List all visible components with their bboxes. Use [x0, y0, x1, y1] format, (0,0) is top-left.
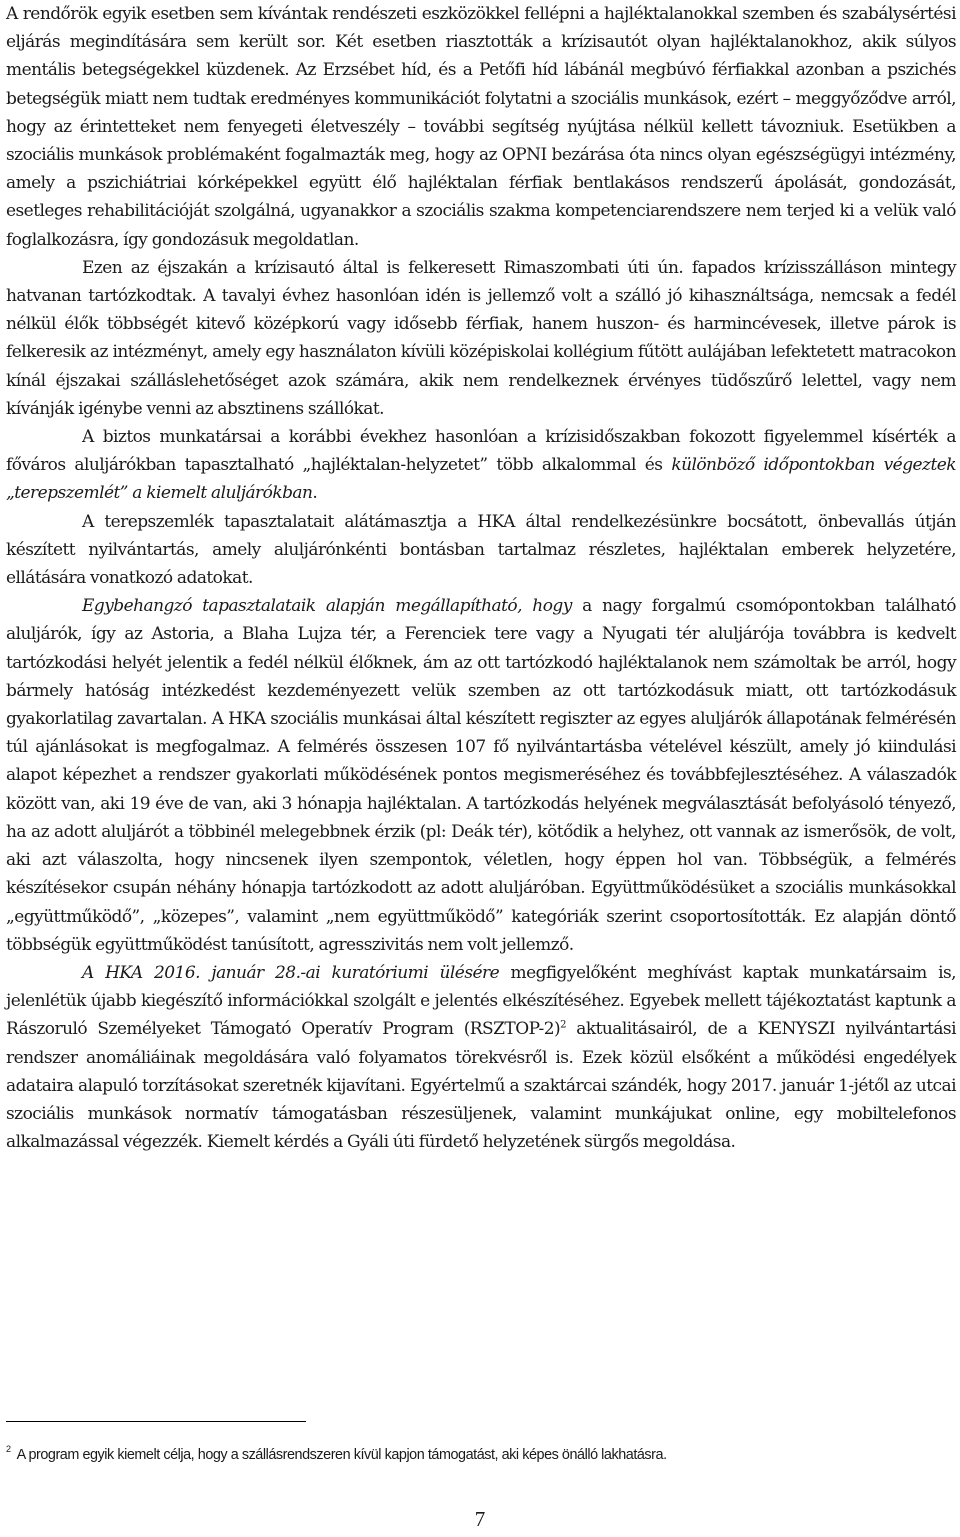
- paragraph-text: A terepszemlék tapasztalatait alátámasztja a HKA által rendelkezésünkre bocsátott, önbevallás útján készített nyilvántartás, amely aluljárónkénti bontásban tartalmaz részletes, hajléktalan emberek helyzetére, ellátására vonatkozó adatokat.: [6, 511, 956, 589]
- paragraph-text: A rendőrök egyik esetben sem kívántak rendészeti eszközökkel fellépni a hajléktalanokkal szemben és szabálysértési eljárás megindítására sem került sor. Két esetben riasztották a krízisautót olyan hajléktalanokhoz, akik súlyos mentális betegségekkel küzdenek. Az Erzsébet híd, és a Petőfi híd lábánál megbúvó férfiakkal azonban a pszichés betegségük miatt nem tudtak eredményes kommunikációt folytatni a szociális munkások, ezért – meggyőződve arról, hogy az érintetteket nem fenyegeti életveszély – további segítség nyújtása nélkül kellett távozniuk. Esetükben a szociális munkások problémaként fogalmazták meg, hogy az OPNI bezárása óta nincs olyan egészségügyi intézmény, amely a pszichiátriai kórképekkel együtt élő hajléktalan férfiak bentlakásos rendszerű ápolását, gondozását, esetleges rehabilitációját szolgálná, ugyanakkor a szociális szakma kompetenciarendszere nem terjed ki a velük való foglalkozásra, így gondozásuk megoldatlan.: [6, 4, 956, 250]
- document-page: [6, 0, 956, 1156]
- paragraph: [6, 508, 956, 593]
- paragraph-text: A biztos munkatársai a korábbi évekhez hasonlóan a krízisidőszakban fokozott figyelemmel kísérték a főváros aluljárókban tapasztalható „hajléktalan-helyzetet” több alkalommal és: [6, 427, 956, 476]
- footnote-separator: [6, 1421, 306, 1422]
- paragraph: [6, 423, 956, 508]
- footnote-reference: 2: [560, 1019, 566, 1031]
- paragraph-text: .: [312, 483, 318, 504]
- paragraph-text: a nagy forgalmú csomópontokban található aluljárók, így az Astoria, a Blaha Lujza tér, a Ferenciek tere vagy a Nyugati tér aluljárója továbbra is kedvelt tartózkodási helyét jelentik a fedél nélkül élőknek, ám az ott tartózkodó hajléktalanok nem számoltak be arról, hogy bármely hatóság intézkedést kezdeményezett velük szemben az ott tartózkodásuk miatt, ott tartózkodásuk gyakorlatilag zavartalan. A HKA szociális munkásai által készített regiszter az egyes aluljárók állapotának felmérésén túl ajánlásokat is megfogalmaz. A felmérés összesen 107 fő nyilvántartásba vételével készült, amely jó kiindulási alapot képezhet a rendszer gyakorlati működésének pontos megismeréséhez és továbbfejlesztéséhez. A válaszadók között van, aki 19 éve de van, aki 3 hónapja hajléktalan. A tartózkodás helyének megválasztását befolyásoló tényező, ha az adott aluljárót a többinél melegebbnek érzik (pl: Deák tér), kötődik a helyhez, ott vannak az ismerősök, de volt, aki azt válaszolta, hogy nincsenek ilyen szempontok, véletlen, hogy éppen hol van. Többségük, a felmérés készítésekor csupán néhány hónapja tartózkodott az adott aluljáróban. Együttműködésüket a szociális munkásokkal „együttműködő”, „közepes”, valamint „nem együttműködő” kategóriák szerint csoportosították. Ez alapján döntő többségük együttműködést tanúsított, agresszivitás nem volt jellemző.: [6, 596, 956, 955]
- paragraph: [6, 0, 956, 254]
- italic-text: Egybehangzó tapasztalataik alapján megállapítható, hogy: [82, 596, 572, 617]
- footnote-number: 2: [6, 1444, 11, 1454]
- paragraph: [6, 959, 956, 1156]
- paragraph-text: aktualitásairól, de a KENYSZI nyilvántartási rendszer anomáliáinak megoldására való folyamatos törekvésről is. Ezek közül elsőként a működési engedélyek adataira alapuló torzításokat szeretnék kijavítani. Egyértelmű a szaktárcai szándék, hogy 2017. január 1-jétől az utcai szociális munkások normatív támogatásban részesüljenek, valamint munkájukat online, egy mobiltelefonos alkalmazással végezzék. Kiemelt kérdés a Gyáli úti fürdető helyzetének sürgős megoldása.: [6, 1019, 956, 1153]
- paragraph: [6, 592, 956, 959]
- footnote-text: A program egyik kiemelt célja, hogy a szállásrendszeren kívül kapjon támogatást, aki képes önálló lakhatásra.: [16, 1447, 667, 1463]
- paragraph: [6, 254, 956, 423]
- paragraph-text: megfigyelőként meghívást kaptak munkatársaim is, jelenlétük újabb kiegészítő információkkal szolgált e jelentés elkészítéséhez. Egyebek mellett tájékoztatást kaptunk a Rászoruló Személyeket Támogató Operatív Program (RSZTOP-2): [6, 962, 956, 1040]
- paragraph-text: Ezen az éjszakán a krízisautó által is felkeresett Rimaszombati úti ún. fapados krízisszálláson mintegy hatvanan tartózkodtak. A tavalyi évhez hasonlóan idén is jellemző volt a szálló jó kihasználtsága, nemcsak a fedél nélkül élők többségét kitevő középkorú vagy idősebb férfiak, hanem huszon- és harmincévesek, illetve párok is felkeresik az intézményt, amely egy használaton kívüli középiskolai kollégium fűtött aulájában lefektetett matracokon kínál éjszakai szálláslehetőséget azok számára, akik nem rendelkeznek érvényes tüdőszűrő lelettel, vagy nem kívánják igénybe venni az absztinens szállókat.: [6, 257, 956, 419]
- italic-text: különböző időpontokban végeztek „terepszemlét” a kiemelt aluljárókban: [6, 455, 956, 504]
- italic-text: A HKA 2016. január 28.-ai kuratóriumi ülésére: [82, 962, 500, 983]
- footnote: [6, 1440, 956, 1464]
- page-number: 7: [474, 1507, 486, 1531]
- document-body: [6, 0, 956, 1156]
